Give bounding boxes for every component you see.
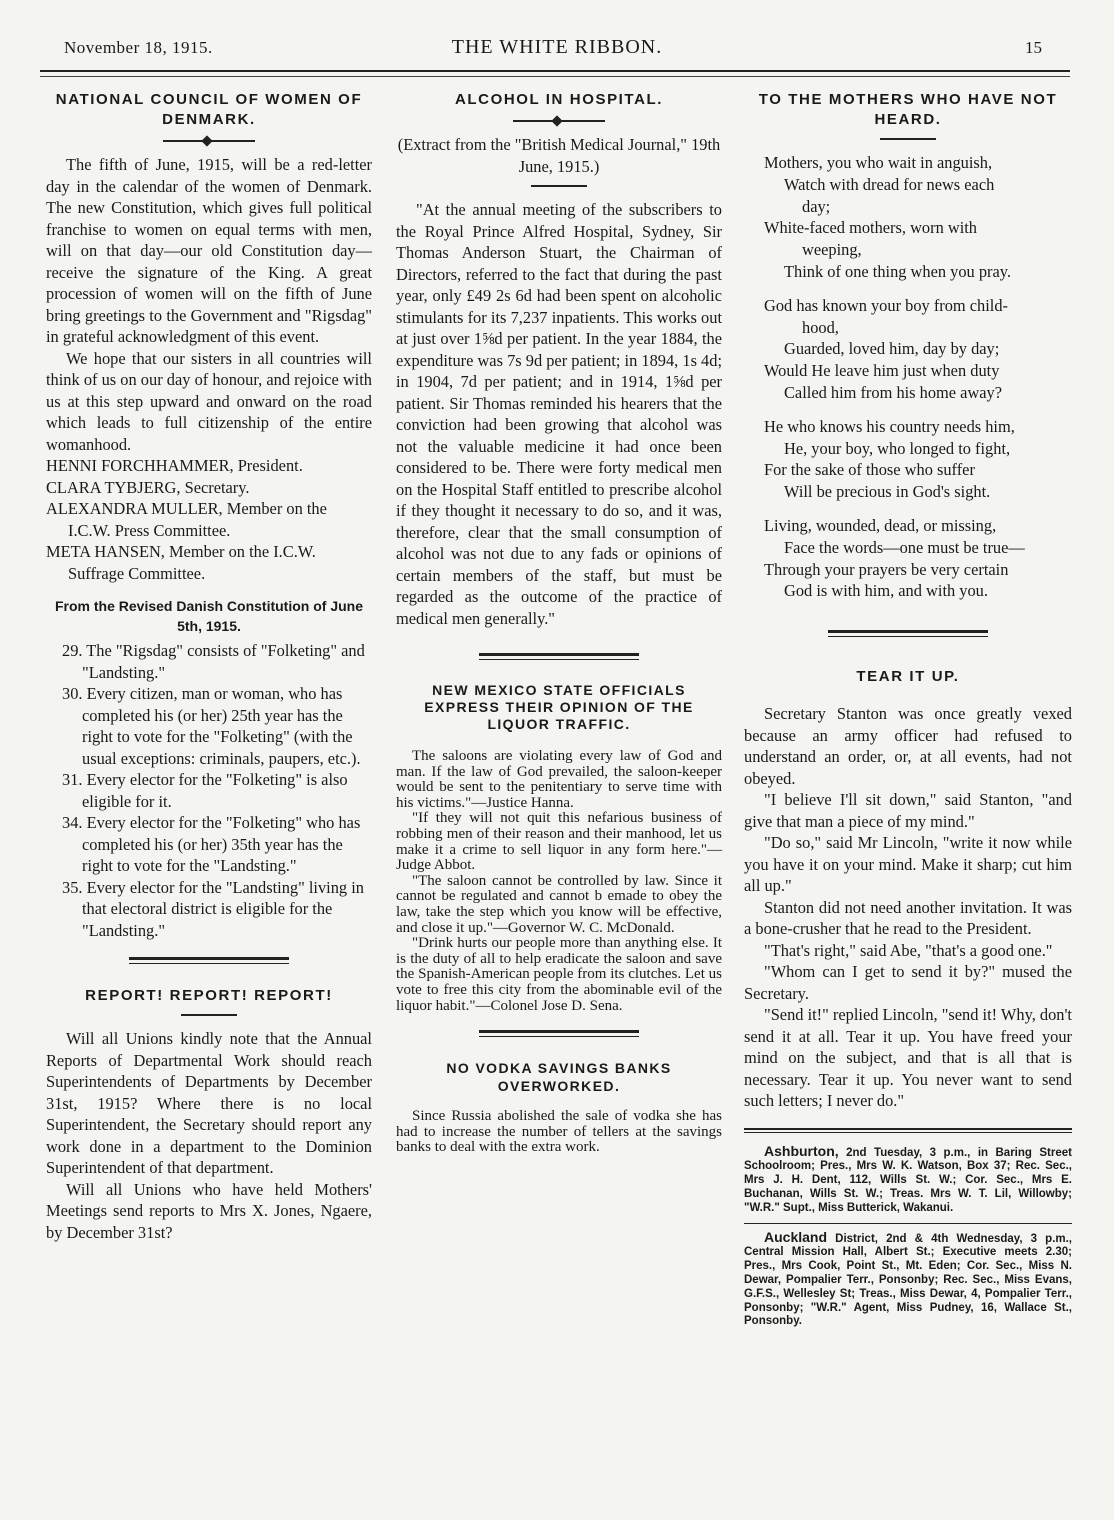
- directory-name: Ashburton,: [764, 1142, 839, 1159]
- poem-line: Will be precious in God's sight.: [784, 482, 991, 502]
- tear-paragraph: "Whom can I get to send it by?" mused the Secretary.: [744, 962, 1072, 1003]
- tear-paragraph: "I believe I'll sit down," said Stanton, "and give that man a piece of my mind.": [744, 790, 1072, 831]
- constitution-article: 34. Every elector for the "Folketing" who has completed his (or her) 35th year has the right to vote for the "Landsting.": [62, 813, 361, 875]
- report-title: REPORT! REPORT! REPORT!: [85, 987, 333, 1004]
- section-divider: [479, 1030, 639, 1037]
- short-rule: [181, 1014, 237, 1016]
- poem-line: Living, wounded, dead, or missing,: [764, 515, 997, 535]
- page-number: 15: [1025, 38, 1042, 57]
- signature: CLARA TYBJERG, Secretary.: [46, 477, 250, 497]
- constitution-title: From the Revised Danish Constitution of June 5th, 1915.: [54, 598, 364, 634]
- poem-line: weeping,: [802, 240, 862, 260]
- poem-line: God has known your boy from child-: [764, 295, 1009, 315]
- directory-text: 2nd Tuesday, 3 p.m., in Baring Street Schoolroom; Pres., Mrs W. K. Watson, Box 37; Rec. Sec., Mrs J. H. Dent, 112, Wills St. W.; Cor. Sec., Mrs E. Buchanan, Wills St. W.; Treas. Mrs W. T. Lil, Willowby; "W.R." Supt., Miss Butterick, Wakanui.: [744, 1146, 1072, 1214]
- poem-line: He who knows his country needs him,: [764, 416, 1015, 436]
- header-rule-thin: [40, 76, 1070, 77]
- vodka-title: NO VODKA SAVINGS BANKS OVERWORKED.: [446, 1060, 672, 1095]
- directory-divider: [744, 1223, 1072, 1224]
- signature: HENNI FORCHHAMMER, President.: [46, 456, 303, 475]
- masthead-title: THE WHITE RIBBON.: [451, 36, 663, 58]
- mexico-quote: "If they will not quit this nefarious business of robbing men of their reason and their manhood, let us make it a crime to sell liquor in any form here."—Judge Abbot.: [396, 810, 722, 874]
- poem: [744, 152, 1072, 602]
- vodka-paragraph: Since Russia abolished the sale of vodka she has had to increase the number of tellers at the savings banks to deal with the extra work.: [396, 1108, 722, 1156]
- ornament-divider: [163, 140, 255, 142]
- poem-line: Think of one thing when you pray.: [784, 261, 1011, 281]
- header-rule: [40, 70, 1070, 72]
- section-divider: [828, 630, 988, 637]
- tear-paragraph: "Send it!" replied Lincoln, "send it! Why, don't send it at all. Tear it up. You have freed your mind on the subject, and that is all that is necessary. Tear it up. You never want to send such letters; I never do.": [744, 1005, 1072, 1111]
- directory-name: Auckland: [764, 1228, 828, 1245]
- alcohol-paragraph: "At the annual meeting of the subscribers to the Royal Prince Alfred Hospital, Sydney, Sir Thomas Anderson Stuart, the Chairman of Directors, referred to the fact that during the past year, only £49 2s 6d had been spent on alcoholic stimulants for its 7,237 inpatients. This works out at just over 1⅝d per patient. In the year 1884, the expenditure was 7s 9d per patient; in 1894, 1s 4d; in 1904, 7d per patient; and in 1914, 1⅝d per patient. Sir Thomas reminded his hearers that the conviction had been growing that alcohol was not the valuable medicine it had once been considered to be. There were forty medical men on the Hospital Staff entitled to prescribe alcohol if they thought it necessary to do so, and it was, therefore, clear that the small consumption of alcohol was not due to any fads or opinions of certain members of the staff, but must be regarded as the outcome of the practice of medical men generally.": [396, 200, 722, 628]
- poem-line: For the sake of those who suffer: [764, 460, 975, 480]
- ornament-divider: [513, 120, 605, 122]
- constitution-article: 31. Every elector for the "Folketing" is also eligible for it.: [62, 770, 348, 811]
- poem-line: Through your prayers be very certain: [764, 559, 1009, 579]
- alcohol-title: ALCOHOL IN HOSPITAL.: [454, 91, 664, 108]
- tear-paragraph: "Do so," said Mr Lincoln, "write it now while you have it on your mind. Make it sharp; cut him all up.": [744, 833, 1072, 896]
- signature: ALEXANDRA MULLER, Member on the I.C.W. Press Committee.: [46, 499, 327, 540]
- mothers-title: TO THE MOTHERS WHO HAVE NOT HEARD.: [758, 91, 1058, 128]
- poem-line: White-faced mothers, worn with: [764, 218, 978, 238]
- tear-title: TEAR IT UP.: [856, 668, 960, 686]
- page-header: [0, 34, 1114, 62]
- signature: META HANSEN, Member on the I.C.W. Suffrage Committee.: [46, 542, 316, 583]
- directory-entry-ashburton: [744, 1142, 1072, 1216]
- report-paragraph: Will all Unions kindly note that the Annual Reports of Departmental Work should reach Superintendents of Departments by December 31st, 1915? Where there is no local Superintendent, the Secretary should report any work done in a department to the Dominion Superintendent of that department.: [46, 1029, 372, 1177]
- poem-line: Mothers, you who wait in anguish,: [764, 153, 993, 172]
- poem-line: Face the words—one must be true—: [784, 537, 1025, 557]
- tear-paragraph: Stanton did not need another invitation. It was a bone-crusher that he read to the President.: [744, 897, 1072, 939]
- poem-line: Guarded, loved him, day by day;: [784, 339, 1000, 359]
- poem-line: day;: [802, 196, 831, 216]
- mexico-quote: "Drink hurts our people more than anything else. It is the duty of all to help eradicate the saloon and save the Spanish-American people from its clutches. Let us vote to free this city from the abominable evil of the liquor habit."—Colonel Jose D. Sena.: [396, 935, 722, 1014]
- report-paragraph: Will all Unions who have held Mothers' Meetings send reports to Mrs X. Jones, Ngaere, by December 31st?: [46, 1179, 372, 1242]
- directory-rule: [744, 1128, 1072, 1133]
- denmark-paragraph: The fifth of June, 1915, will be a red-letter day in the calendar of the women of Denmark. The new Constitution, which gives full political franchise to women on equal terms with men, will on that day—our old Constitution day—receive the signature of the King. A great procession of women will on the fifth of June bring greetings to the Government and "Rigsdag" in grateful acknowledgment of this event.: [46, 155, 372, 346]
- short-rule: [531, 185, 587, 187]
- poem-line: God is with him, and with you.: [784, 581, 988, 601]
- tear-paragraph: Secretary Stanton was once greatly vexed because an army officer had refused to understand an order, or, at all events, had not obeyed.: [744, 704, 1072, 788]
- section-divider: [129, 957, 289, 964]
- column-middle: [396, 90, 722, 1156]
- constitution-article: 30. Every citizen, man or woman, who has completed his (or her) 25th year has the right to vote for the "Folketing" (with the usual exceptions: criminals, paupers, etc.).: [62, 684, 361, 768]
- poem-line: Would He leave him just when duty: [764, 361, 1000, 381]
- constitution-article: 29. The "Rigsdag" consists of "Folketing" and "Landsting.": [62, 641, 365, 682]
- poem-line: hood,: [802, 317, 839, 337]
- poem-line: He, your boy, who longed to fight,: [784, 438, 1011, 458]
- section-divider: [479, 653, 639, 660]
- mexico-quote: The saloons are violating every law of God and man. If the law of God prevailed, the saloon-keeper would be sent to the penitentiary to serve time with his victims."—Justice Hanna.: [396, 748, 722, 811]
- constitution-article: 35. Every elector for the "Landsting" living in that electoral district is eligible for the "Landsting.": [62, 877, 364, 940]
- poem-line: Watch with dread for news each: [784, 174, 995, 194]
- mexico-quote: "The saloon cannot be controlled by law. Since it cannot be regulated and cannot b emade to obey the law, take the step which you know will be effective, and close it up."—Governor W. C. McDonald.: [396, 872, 722, 936]
- column-left: [46, 90, 372, 1243]
- directory-text: District, 2nd & 4th Wednesday, 3 p.m., Central Mission Hall, Albert St.; Executive meets 2.30; Pres., Mrs Cook, Point St., Mt. Eden; Cor. Sec., Miss N. Dewar, Pompalier Terr., Ponsonby; Rec. Sec., Miss Evans, G.F.S., Wellesley St; Treas., Miss Dewar, 4, Pompalier Terr., Ponsonby; "W.R." Agent, Miss Pudney, 16, Wallace St., Ponsonby.: [744, 1232, 1072, 1328]
- directory-entry-auckland: [744, 1228, 1072, 1330]
- poem-line: Called him from his home away?: [784, 382, 1003, 402]
- mexico-title: NEW MEXICO STATE OFFICIALS EXPRESS THEIR OPINION OF THE LIQUOR TRAFFIC.: [424, 682, 694, 732]
- alcohol-extract-note: (Extract from the "British Medical Journal," 19th June, 1915.): [397, 135, 721, 176]
- denmark-title: NATIONAL COUNCIL OF WOMEN OF DENMARK.: [55, 91, 363, 128]
- short-rule: [880, 138, 936, 140]
- issue-date: November 18, 1915.: [64, 38, 213, 57]
- column-right: [744, 90, 1072, 1329]
- tear-paragraph: "That's right," said Abe, "that's a good one.": [764, 940, 1053, 960]
- denmark-paragraph: We hope that our sisters in all countries will think of us on our day of honour, and rejoice with us at this step upward and onward on the road which leads to full citizenship of the entire womanhood.: [46, 348, 372, 454]
